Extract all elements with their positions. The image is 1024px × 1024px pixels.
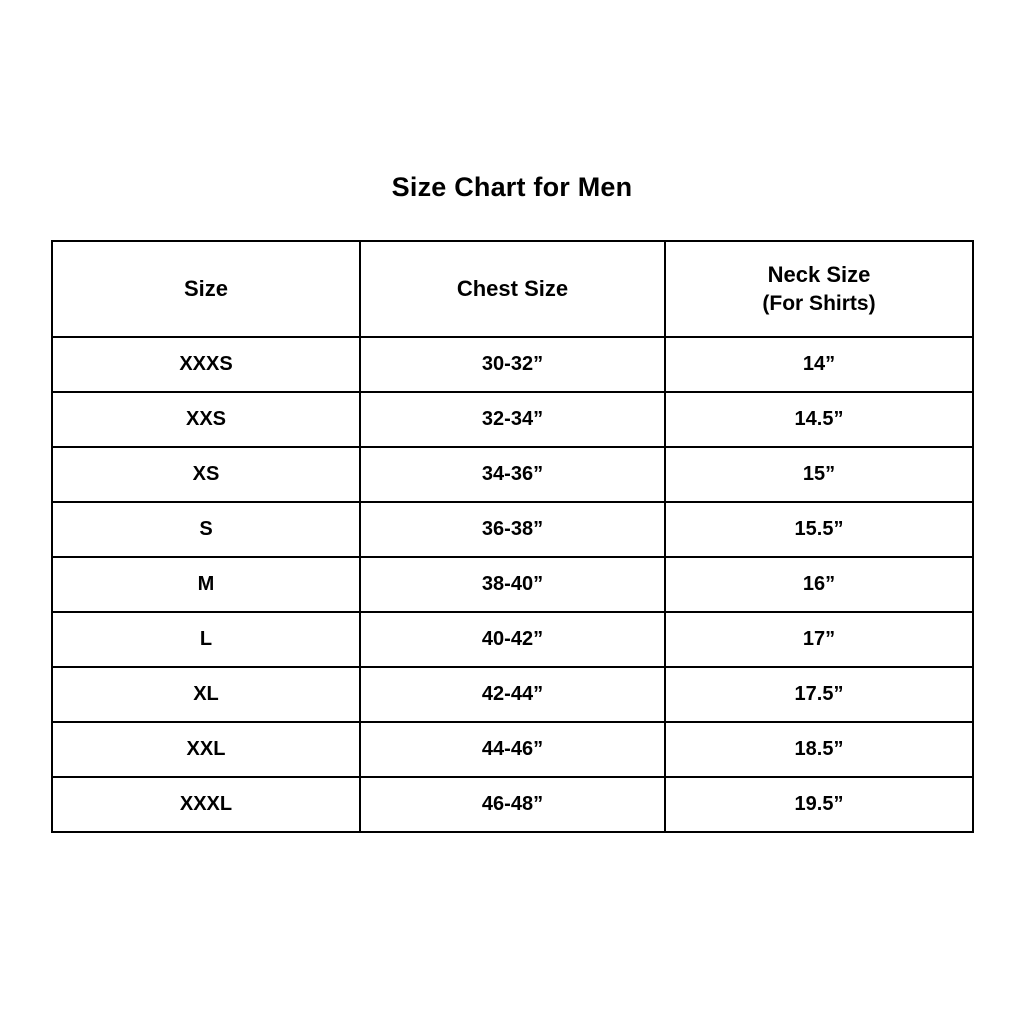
cell-size: XXS	[52, 392, 360, 447]
cell-size: XS	[52, 447, 360, 502]
cell-size: S	[52, 502, 360, 557]
cell-size: XL	[52, 667, 360, 722]
size-chart-table	[51, 240, 974, 833]
column-header-neck-size-sublabel: (For Shirts)	[762, 291, 876, 315]
cell-chest-size: 38-40”	[360, 557, 665, 612]
column-header-chest-size	[360, 241, 665, 337]
table-row	[52, 667, 973, 722]
table-row	[52, 777, 973, 832]
table-row	[52, 502, 973, 557]
cell-chest-size: 42-44”	[360, 667, 665, 722]
cell-size: XXXS	[52, 337, 360, 392]
table-header-row	[52, 241, 973, 337]
column-header-size-label: Size	[183, 276, 229, 302]
cell-chest-size: 46-48”	[360, 777, 665, 832]
cell-neck-size: 17”	[665, 612, 973, 667]
table-row	[52, 447, 973, 502]
cell-neck-size: 17.5”	[665, 667, 973, 722]
cell-chest-size: 44-46”	[360, 722, 665, 777]
cell-size: XXXL	[52, 777, 360, 832]
cell-neck-size: 14”	[665, 337, 973, 392]
cell-size: XXL	[52, 722, 360, 777]
cell-chest-size: 36-38”	[360, 502, 665, 557]
cell-neck-size: 15.5”	[665, 502, 973, 557]
column-header-neck-size-label: Neck Size	[767, 261, 871, 287]
table-row	[52, 337, 973, 392]
cell-neck-size: 14.5”	[665, 392, 973, 447]
table-row	[52, 392, 973, 447]
table-row	[52, 557, 973, 612]
column-header-chest-size-label: Chest Size	[456, 276, 569, 302]
cell-chest-size: 34-36”	[360, 447, 665, 502]
table-header	[52, 241, 973, 337]
column-header-size	[52, 241, 360, 337]
cell-chest-size: 32-34”	[360, 392, 665, 447]
cell-chest-size: 40-42”	[360, 612, 665, 667]
cell-chest-size: 30-32”	[360, 337, 665, 392]
table-row	[52, 612, 973, 667]
page-title: Size Chart for Men	[391, 172, 633, 202]
cell-neck-size: 15”	[665, 447, 973, 502]
cell-neck-size: 18.5”	[665, 722, 973, 777]
table-body	[52, 337, 973, 832]
cell-size: M	[52, 557, 360, 612]
cell-neck-size: 19.5”	[665, 777, 973, 832]
table-row	[52, 722, 973, 777]
cell-size: L	[52, 612, 360, 667]
column-header-neck-size	[665, 241, 973, 337]
cell-neck-size: 16”	[665, 557, 973, 612]
